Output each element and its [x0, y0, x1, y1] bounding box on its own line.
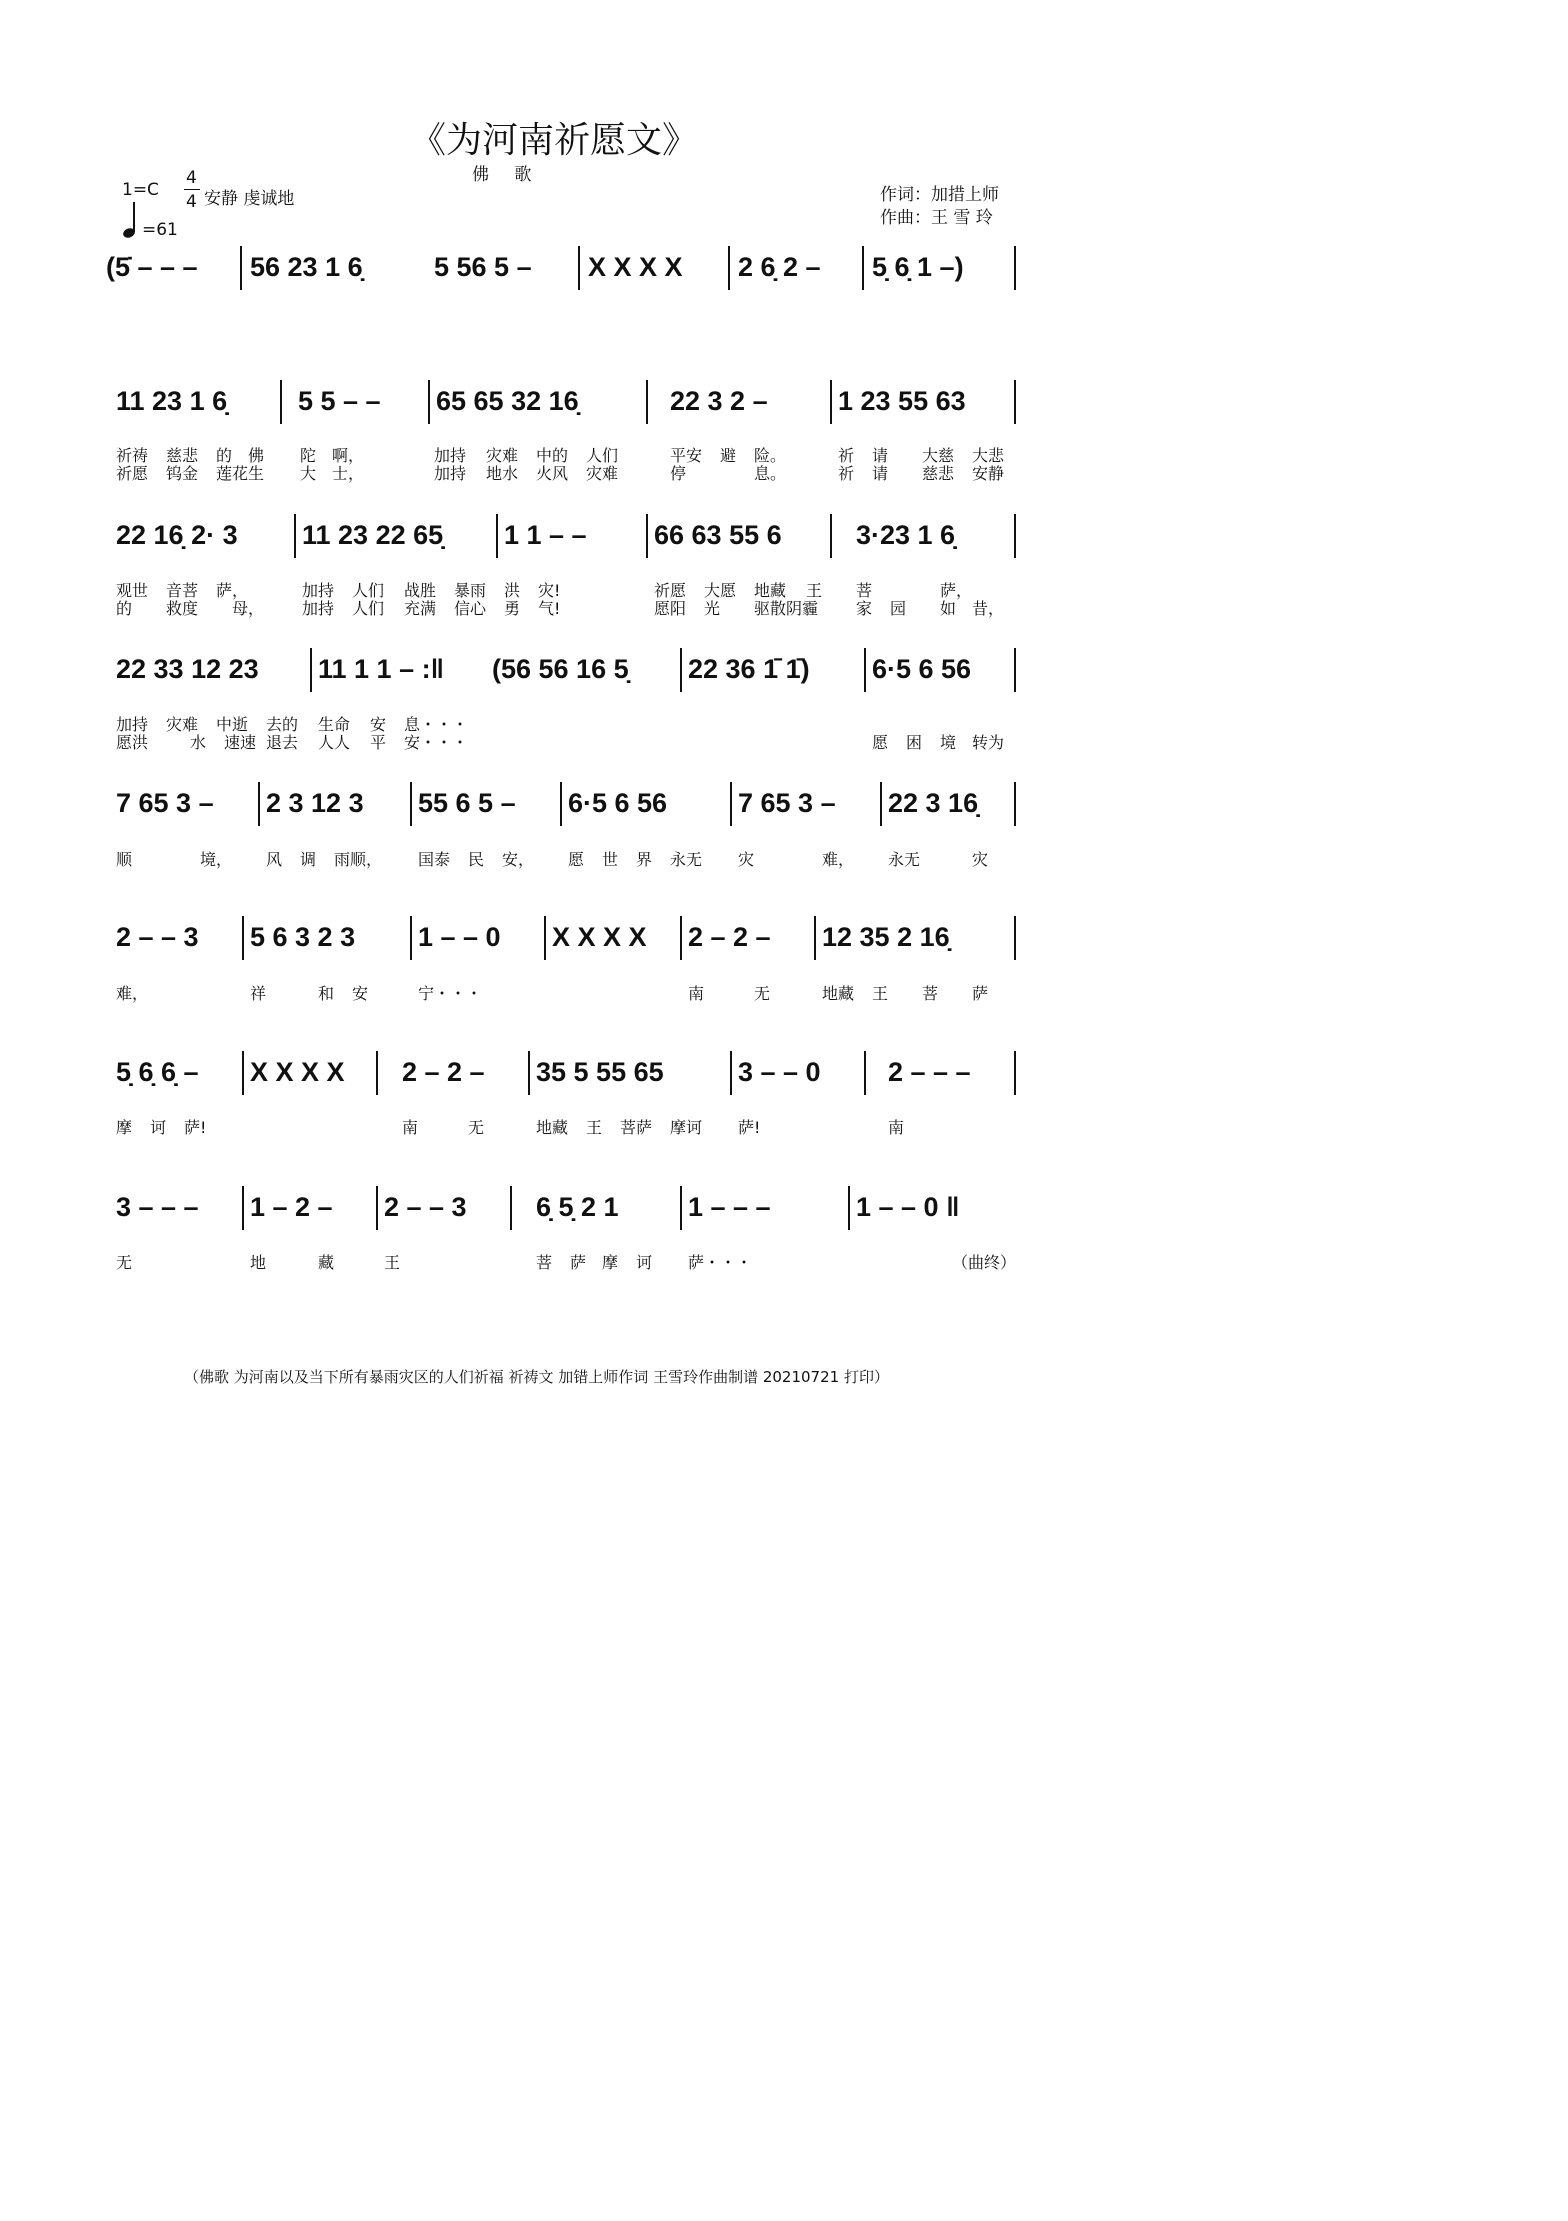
lyric: 陀: [300, 446, 317, 465]
footer-note: （佛歌 为河南以及当下所有暴雨灾区的人们祈福 祈祷文 加错上师作词 王雪玲作曲制谱 20210721 打印）: [184, 1368, 889, 1386]
lyric: 救度: [166, 599, 199, 618]
lyric: 地藏: [822, 984, 855, 1003]
barline: [242, 1051, 244, 1095]
measure: 2 – 2 –: [402, 1057, 485, 1087]
lyric: 灾难: [166, 715, 199, 734]
lyric: 安: [352, 984, 369, 1003]
measure: (5̇ – – –: [106, 252, 198, 282]
lyric: 境，: [200, 850, 233, 869]
lyric: 的: [216, 446, 233, 465]
measure: 2 – 2 –: [688, 922, 771, 952]
barline: [410, 782, 412, 826]
barline: [510, 1186, 512, 1230]
barline: [862, 246, 864, 290]
barline: [880, 782, 882, 826]
lyric: 大愿: [704, 581, 737, 600]
lyric: 水: [190, 733, 207, 752]
measure: 3 – – –: [116, 1192, 199, 1222]
measure: 6̣ 5̣ 2 1: [536, 1192, 619, 1222]
lyric: 人们: [352, 599, 385, 618]
lyric: 灾: [738, 850, 755, 869]
lyric: 大慈: [922, 446, 955, 465]
measure: 11 23 1 6̣: [116, 386, 228, 416]
lyric: 南: [402, 1118, 419, 1137]
measure: 35 5 55 65: [536, 1057, 664, 1087]
lyric: 加持: [434, 446, 467, 465]
lyric: 菩: [536, 1253, 553, 1272]
lyric: 险。: [754, 446, 787, 465]
score-title: 《为河南祈愿文》: [410, 120, 699, 161]
measure: 2 3 12 3: [266, 788, 364, 818]
lyric: 信心: [454, 599, 487, 618]
lyric: 请: [872, 464, 889, 483]
lyric: 园: [890, 599, 907, 618]
time-signature-numerator: 4: [186, 168, 197, 188]
measure: 2 – – 3: [384, 1192, 467, 1222]
lyric: 南: [688, 984, 705, 1003]
measure: 7 65 3 –: [738, 788, 836, 818]
measure: 22 33 12 23: [116, 654, 259, 684]
measure: 11 1 1 – :‖: [318, 654, 445, 684]
measure: 2 – – 3: [116, 922, 199, 952]
measure: 3·23 1 6̣: [856, 520, 956, 550]
barline: [646, 514, 648, 558]
lyric: 慈悲: [166, 446, 199, 465]
lyric: 萨，: [216, 581, 249, 600]
lyric: 地藏: [754, 581, 787, 600]
barline: [1014, 916, 1016, 960]
lyric: 安: [370, 715, 387, 734]
lyric: 息。: [754, 464, 787, 483]
measure: 1 23 55 63: [838, 386, 966, 416]
lyric: 观世: [116, 581, 149, 600]
lyric: 光: [704, 599, 721, 618]
lyric: 祈愿: [654, 581, 687, 600]
lyric: 困: [906, 733, 923, 752]
lyric: 加持: [302, 599, 335, 618]
lyric: 充满: [404, 599, 437, 618]
measure: 1 – – 0 ‖: [856, 1192, 960, 1222]
lyric: 祈: [838, 446, 855, 465]
measure: 1 – – –: [688, 1192, 771, 1222]
lyric: 转为: [972, 733, 1005, 752]
expression-mark: 安静 虔诚地: [204, 189, 295, 209]
lyric: 音菩: [166, 581, 199, 600]
barline: [294, 514, 296, 558]
measure: 1 – 2 –: [250, 1192, 333, 1222]
barline: [730, 1051, 732, 1095]
measure: 5̣ 6̣ 1 –): [872, 252, 964, 282]
lyric: 停: [670, 464, 687, 483]
lyric: 宁・・・: [418, 984, 483, 1003]
lyric: 诃: [636, 1253, 653, 1272]
lyric: 避: [720, 446, 737, 465]
lyric: 菩: [856, 581, 873, 600]
barline: [1014, 380, 1016, 424]
measure: 22 16̣ 2· 3: [116, 520, 238, 550]
lyric: 息・・・: [404, 715, 469, 734]
barline: [1014, 246, 1016, 290]
time-signature-denominator: 4: [186, 192, 197, 212]
barline: [578, 246, 580, 290]
lyric: 大悲: [972, 446, 1005, 465]
lyric: 菩: [922, 984, 939, 1003]
lyric: 退去: [266, 733, 299, 752]
measure: 12 35 2 16̣: [822, 922, 950, 952]
measure: 5 56 5 –: [434, 252, 532, 282]
lyric: 摩诃: [670, 1118, 703, 1137]
lyric: 萨!: [738, 1118, 761, 1137]
lyric: 战胜: [404, 581, 437, 600]
lyric: 萨: [972, 984, 989, 1003]
barline: [730, 782, 732, 826]
barline: [410, 916, 412, 960]
lyric: 钨金: [166, 464, 199, 483]
lyric: 暴雨: [454, 581, 487, 600]
measure: 1 – – 0: [418, 922, 501, 952]
genre-label: 佛 歌: [472, 165, 542, 185]
lyric: 萨: [570, 1253, 587, 1272]
measure: 5 5 – –: [298, 386, 381, 416]
barline: [544, 916, 546, 960]
lyric: 大: [300, 464, 317, 483]
lyric: （曲终）: [952, 1253, 1017, 1272]
lyric: 啊，: [332, 446, 365, 465]
barline: [1014, 514, 1016, 558]
measure: 22 3 16̣: [888, 788, 979, 818]
measure: X X X X: [588, 252, 683, 282]
measure: X X X X: [250, 1057, 345, 1087]
lyric: 加持: [302, 581, 335, 600]
barline: [830, 380, 832, 424]
measure: 6·5 6 56: [872, 654, 972, 684]
lyric: 士，: [332, 464, 365, 483]
lyric: 中逝: [216, 715, 249, 734]
measure: 65 65 32 16̣: [436, 386, 579, 416]
lyric: 愿洪: [116, 733, 149, 752]
barline: [1014, 782, 1016, 826]
lyric: 昔，: [972, 599, 1005, 618]
lyric: 无: [754, 984, 771, 1003]
lyric: 加持: [116, 715, 149, 734]
barline: [646, 380, 648, 424]
measure: 5̣ 6̣ 6̣ –: [116, 1057, 199, 1087]
lyric: 风: [266, 850, 283, 869]
lyric: 萨!: [184, 1118, 207, 1137]
lyric: 祥: [250, 984, 267, 1003]
measure: 5 6 3 2 3: [250, 922, 356, 952]
lyric: 加持: [434, 464, 467, 483]
barline: [242, 1186, 244, 1230]
lyric: 萨，: [940, 581, 973, 600]
barline: [240, 246, 242, 290]
lyric: 难，: [116, 984, 149, 1003]
lyric: 安・・・: [404, 733, 469, 752]
lyric: 莲花生: [216, 464, 265, 483]
lyric: 愿: [568, 850, 585, 869]
lyric: 摩: [602, 1253, 619, 1272]
lyric: 顺: [116, 850, 133, 869]
lyric: 王: [872, 984, 889, 1003]
lyric: 勇: [504, 599, 521, 618]
lyric: 安，: [502, 850, 535, 869]
barline: [680, 648, 682, 692]
lyric: 生命: [318, 715, 351, 734]
lyric: 佛: [248, 446, 265, 465]
lyric: 境: [940, 733, 957, 752]
lyric: 难，: [822, 850, 855, 869]
quarter-note-icon: [120, 200, 140, 240]
lyric: 灾难: [486, 446, 519, 465]
lyric: 雨顺，: [334, 850, 383, 869]
measure: 66 63 55 6: [654, 520, 782, 550]
lyric: 藏: [318, 1253, 335, 1272]
barline: [376, 1186, 378, 1230]
lyric: 母，: [232, 599, 265, 618]
lyric: 灾!: [538, 581, 561, 600]
lyric: 灾: [972, 850, 989, 869]
lyric: 请: [872, 446, 889, 465]
lyric: 祈: [838, 464, 855, 483]
lyric: 气!: [538, 599, 561, 618]
lyric: 驱散阴霾: [754, 599, 819, 618]
lyric: 祈祷: [116, 446, 149, 465]
lyric: 调: [300, 850, 317, 869]
barline: [310, 648, 312, 692]
composer-credit: 作曲：王 雪 玲: [880, 208, 993, 228]
lyric: 王: [806, 581, 823, 600]
key-signature: 1=C: [122, 180, 159, 200]
barline: [280, 380, 282, 424]
measure: 56 23 1 6̣: [250, 252, 363, 282]
barline: [496, 514, 498, 558]
barline: [680, 1186, 682, 1230]
measure: (56 56 16 5̣: [492, 654, 629, 684]
barline: [560, 782, 562, 826]
lyric: 无: [468, 1118, 485, 1137]
lyric: 地: [250, 1253, 267, 1272]
lyric: 王: [384, 1253, 401, 1272]
barline: [848, 1186, 850, 1230]
lyric: 愿阳: [654, 599, 687, 618]
lyric: 火风: [536, 464, 569, 483]
lyric: 诃: [150, 1118, 167, 1137]
measure: 55 6 5 –: [418, 788, 516, 818]
lyric: 永无: [888, 850, 921, 869]
lyric: 的: [116, 599, 133, 618]
barline: [830, 514, 832, 558]
lyric: 速速: [224, 733, 257, 752]
lyric: 如: [940, 599, 957, 618]
lyric: 平: [370, 733, 387, 752]
barline: [428, 380, 430, 424]
lyric: 摩: [116, 1118, 133, 1137]
tempo-mark: =61: [142, 220, 178, 240]
lyric: 萨・・・: [688, 1253, 753, 1272]
lyric: 地藏: [536, 1118, 569, 1137]
lyric: 人们: [352, 581, 385, 600]
barline: [864, 1051, 866, 1095]
barline: [528, 1051, 530, 1095]
lyric: 和: [318, 984, 335, 1003]
lyric: 国泰: [418, 850, 451, 869]
lyric: 无: [116, 1253, 133, 1272]
barline: [814, 916, 816, 960]
measure: 2 6̣ 2 –: [738, 252, 821, 282]
lyricist-credit: 作词：加措上师: [880, 185, 999, 205]
lyric: 慈悲: [922, 464, 955, 483]
lyric: 家: [856, 599, 873, 618]
barline: [680, 916, 682, 960]
lyric: 中的: [536, 446, 569, 465]
lyric: 人们: [586, 446, 619, 465]
barline: [728, 246, 730, 290]
measure: 22 36 1̄ 1̄): [688, 654, 810, 684]
barline: [1014, 1051, 1016, 1095]
lyric: 去的: [266, 715, 299, 734]
measure: 22 3 2 –: [670, 386, 768, 416]
lyric: 菩萨: [620, 1118, 653, 1137]
lyric: 地水: [486, 464, 519, 483]
time-signature-line: [184, 189, 200, 190]
measure: 7 65 3 –: [116, 788, 214, 818]
measure: 3 – – 0: [738, 1057, 821, 1087]
measure: 6·5 6 56: [568, 788, 668, 818]
lyric: 祈愿: [116, 464, 149, 483]
lyric: 人人: [318, 733, 351, 752]
measure: 11 23 22 65̣: [302, 520, 444, 550]
measure: X X X X: [552, 922, 647, 952]
lyric: 安静: [972, 464, 1005, 483]
lyric: 南: [888, 1118, 905, 1137]
lyric: 界: [636, 850, 653, 869]
lyric: 灾难: [586, 464, 619, 483]
lyric: 永无: [670, 850, 703, 869]
lyric: 民: [468, 850, 485, 869]
barline: [864, 648, 866, 692]
measure: 1 1 – –: [504, 520, 587, 550]
lyric: 世: [602, 850, 619, 869]
lyric: 王: [586, 1118, 603, 1137]
lyric: 愿: [872, 733, 889, 752]
barline: [242, 916, 244, 960]
lyric: 平安: [670, 446, 703, 465]
lyric: 洪: [504, 581, 521, 600]
barline: [376, 1051, 378, 1095]
barline: [258, 782, 260, 826]
measure: 2 – – –: [888, 1057, 971, 1087]
barline: [1014, 648, 1016, 692]
